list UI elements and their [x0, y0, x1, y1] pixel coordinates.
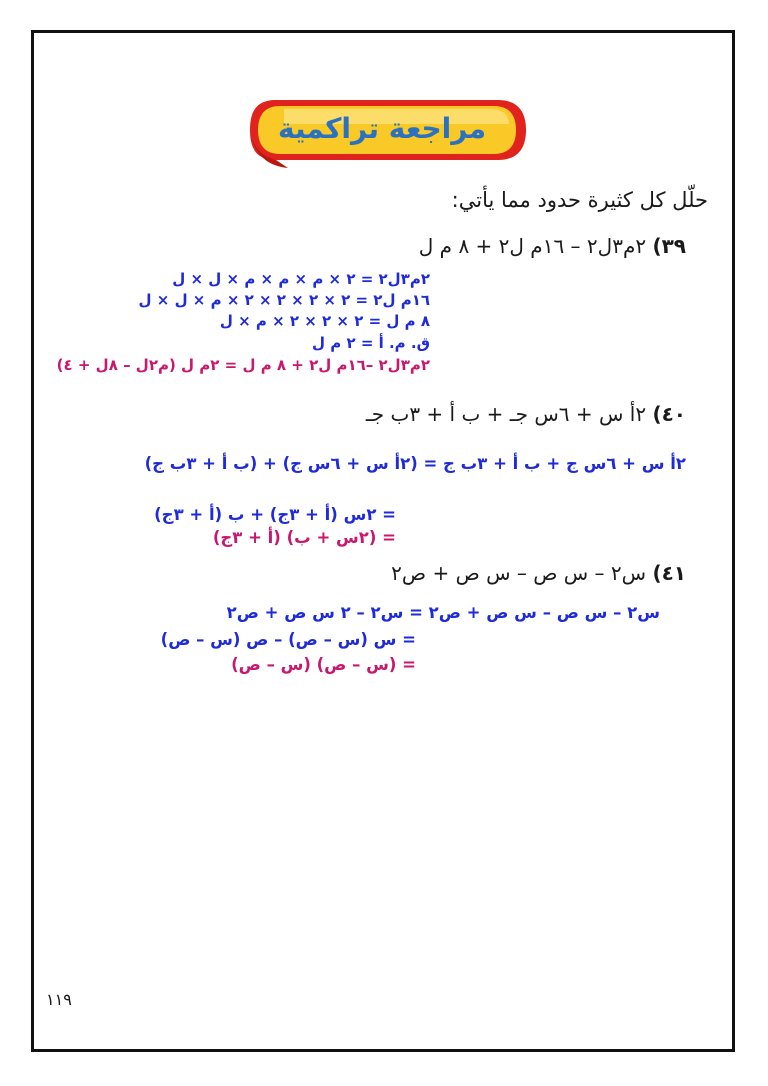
step-line: س٢ – س ص – س ص + ص٢ = س٢ – ٢ س ص + ص٢ — [226, 603, 660, 622]
section-banner — [246, 94, 532, 174]
page-number: ١١٩ — [46, 990, 72, 1009]
problem-number: ٣٩) — [652, 234, 686, 258]
step-line: ١٦م ل٢ = ٢ × ٢ × ٢ × ٢ × م × ل × ل — [138, 291, 430, 309]
step-line: ٢م٣ل٢ = ٢ × م × م × م × ل × ل — [172, 270, 430, 288]
result-line: = (س – ص) (س – ص) — [231, 655, 416, 674]
problem-expression: س٢ – س ص – س ص + ص٢ — [391, 561, 647, 585]
instructions: حلّل كل كثيرة حدود مما يأتي: — [451, 188, 708, 212]
step-line: = ٢س (أ + ٣ج) + ب (أ + ٣ج) — [154, 505, 396, 524]
result-line: ٢م٣ل٢ –١٦م ل٢ + ٨ م ل = ٢م ل (م٢ل – ٨ل + ٤) — [56, 356, 430, 374]
problem-number: ٤٠) — [652, 402, 686, 426]
result-line: = (٢س + ب) (أ + ٣ج) — [212, 528, 396, 547]
banner-title: مراجعة تراكمية — [277, 111, 487, 145]
step-line: ٢أ س + ٦س ج + ب أ + ٣ب ج = (٢أ س + ٦س ج) + (ب أ + ٣ب ج) — [144, 454, 686, 473]
problem-39 — [419, 234, 686, 258]
step-line: ق. م. أ = ٢ م ل — [311, 334, 430, 352]
step-line: ٨ م ل = ٢ × ٢ × ٢ × م × ل — [219, 312, 430, 330]
problem-40 — [366, 402, 686, 426]
problem-expression: ٢أ س + ٦س جـ + ب أ + ٣ب جـ — [365, 402, 647, 426]
step-line: = س (س – ص) – ص (س – ص) — [160, 630, 416, 649]
problem-41 — [391, 561, 686, 585]
problem-expression: ٢م٣ل٢ – ١٦م ل٢ + ٨ م ل — [418, 234, 647, 258]
problem-number: ٤١) — [652, 561, 686, 585]
